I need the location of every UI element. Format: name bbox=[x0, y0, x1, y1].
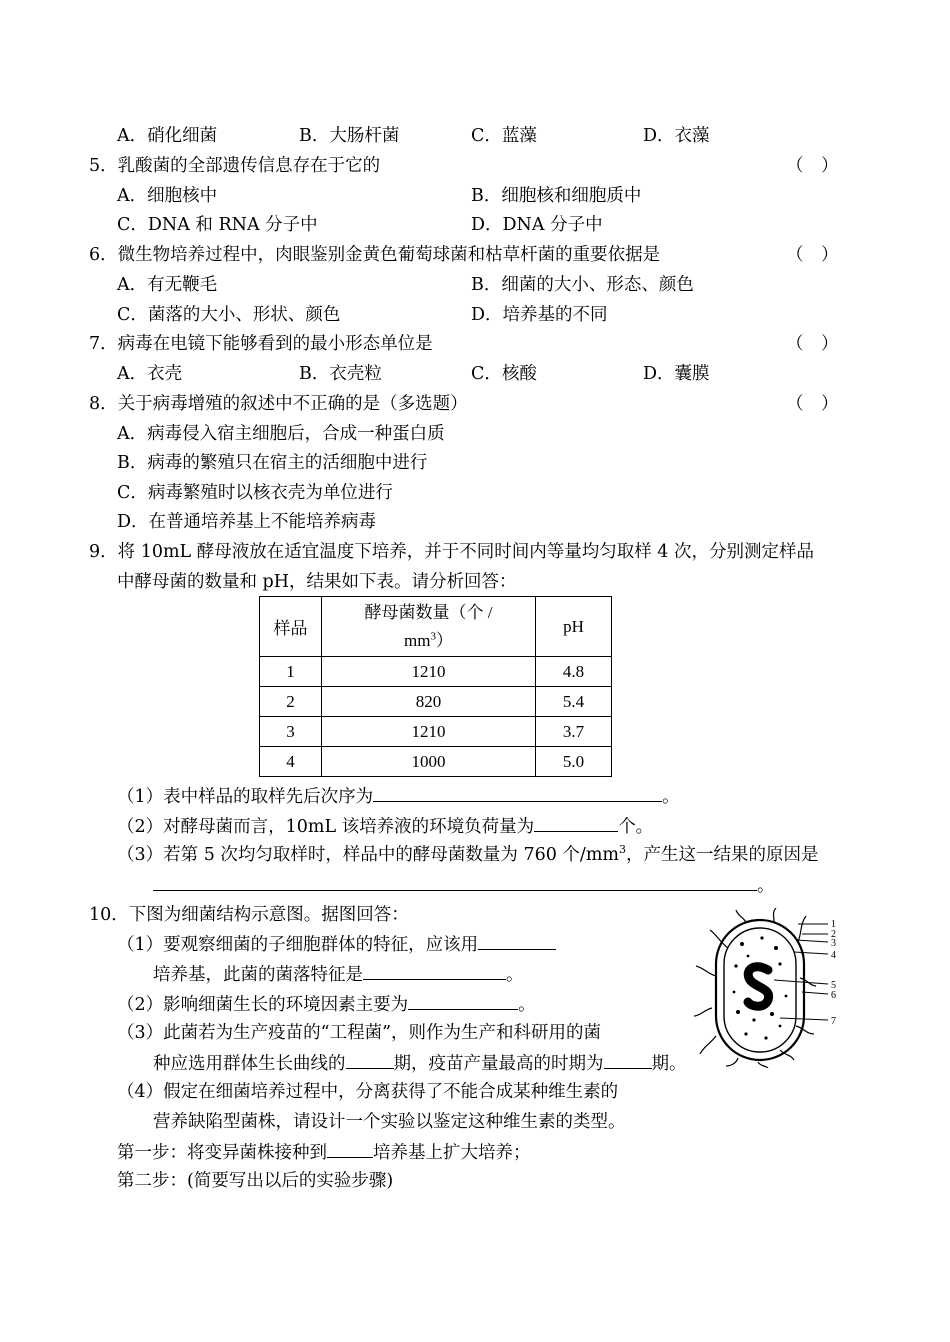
q10-sub4-line2: 营养缺陷型菌株，请设计一个实验以鉴定这种维生素的类型。 bbox=[153, 1112, 626, 1132]
q6-answer-paren: （ ） bbox=[786, 245, 839, 265]
q5-option-d: D．DNA 分子中 bbox=[471, 215, 603, 235]
q10-step1: 第一步：将变异菌株接种到 培养基上扩大培养； bbox=[117, 1140, 531, 1165]
q4-option-d: D．衣藻 bbox=[643, 126, 710, 146]
answer-blank[interactable] bbox=[604, 1051, 652, 1069]
answer-blank[interactable] bbox=[373, 784, 662, 802]
bacterium-structure-diagram bbox=[676, 908, 846, 1068]
q8-stem: 8．关于病毒增殖的叙述中不正确的是（多选题） bbox=[89, 394, 468, 414]
q10-sub3-line1: （3）此菌若为生产疫苗的“工程菌”，则作为生产和科研用的菌 bbox=[117, 1023, 602, 1043]
cell-ph: 4.8 bbox=[536, 657, 612, 687]
answer-blank[interactable] bbox=[327, 1140, 373, 1158]
label-1: 1 bbox=[831, 919, 836, 930]
q4-option-c: C．蓝藻 bbox=[471, 126, 537, 146]
cell-count: 1210 bbox=[322, 657, 536, 687]
q6-option-b: B．细菌的大小、形态、颜色 bbox=[471, 275, 694, 295]
q5-option-b: B．细胞核和细胞质中 bbox=[471, 186, 642, 206]
label-lines bbox=[774, 924, 828, 1020]
q10-stem: 10．下图为细菌结构示意图。据图回答： bbox=[89, 905, 409, 925]
table-header-row bbox=[260, 597, 612, 657]
q9-sub3-answer-line: 。 bbox=[153, 873, 775, 898]
answer-blank[interactable] bbox=[408, 992, 518, 1010]
q10-sub1-line2: 培养基，此菌的菌落特征是 。 bbox=[153, 962, 524, 987]
label-4: 4 bbox=[831, 950, 836, 961]
q5-option-a: A．细胞核中 bbox=[117, 186, 218, 206]
q5-stem: 5．乳酸菌的全部遗传信息存在于它的 bbox=[89, 156, 381, 176]
label-7: 7 bbox=[831, 1016, 836, 1027]
cell-ph: 5.0 bbox=[536, 747, 612, 777]
q6-option-d: D．培养基的不同 bbox=[471, 305, 608, 325]
cell-count: 820 bbox=[322, 687, 536, 717]
q9-stem-line2: 中酵母菌的数量和 pH，结果如下表。请分析回答： bbox=[117, 572, 517, 592]
q7-option-d: D．囊膜 bbox=[643, 364, 710, 384]
q7-answer-paren: （ ） bbox=[786, 334, 839, 354]
q9-stem-line1: 9．将 10mL 酵母液放在适宜温度下培养，并于不同时间内等量均匀取样 4 次，分别测定样品 bbox=[89, 542, 814, 562]
q9-sub2: （2）对酵母菌而言，10mL 该培养液的环境负荷量为 个。 bbox=[117, 814, 653, 839]
answer-blank[interactable] bbox=[478, 932, 556, 950]
table-row bbox=[260, 657, 612, 687]
q8-option-d: D．在普通培养基上不能培养病毒 bbox=[117, 512, 377, 532]
table-row bbox=[260, 687, 612, 717]
q10-sub2: （2）影响细菌生长的环境因素主要为 。 bbox=[117, 992, 536, 1017]
q9-sub3: （3）若第 5 次均匀取样时，样品中的酵母菌数量为 760 个$/mm^3$，产生这一结果的原因是 bbox=[117, 843, 819, 865]
q8-option-a: A．病毒侵入宿主细胞后，合成一种蛋白质 bbox=[117, 424, 445, 444]
yeast-data-table bbox=[259, 596, 612, 777]
table-row bbox=[260, 717, 612, 747]
nucleoid bbox=[748, 967, 769, 1007]
q10-sub4-line1: （4）假定在细菌培养过程中，分离获得了不能合成某种维生素的 bbox=[117, 1082, 619, 1102]
header-count bbox=[322, 597, 536, 657]
q9-sub1: （1）表中样品的取样先后次序为 。 bbox=[117, 784, 680, 809]
part-labels bbox=[831, 919, 836, 1027]
q7-stem: 7．病毒在电镜下能够看到的最小形态单位是 bbox=[89, 334, 433, 354]
answer-blank[interactable] bbox=[534, 814, 618, 832]
header-sample: 样品 bbox=[260, 597, 322, 657]
q4-option-b: B．大肠杆菌 bbox=[299, 126, 400, 146]
q10-step2: 第二步：(简要写出以后的实验步骤) bbox=[117, 1171, 394, 1191]
q7-option-c: C．核酸 bbox=[471, 364, 537, 384]
label-3: 3 bbox=[831, 938, 836, 949]
header-count-line1: 酵母菌数量（个 / bbox=[364, 602, 493, 622]
q6-option-a: A．有无鞭毛 bbox=[117, 275, 218, 295]
q5-option-c: C．DNA 和 RNA 分子中 bbox=[117, 215, 318, 235]
header-ph: pH bbox=[536, 597, 612, 657]
cell-ph: 3.7 bbox=[536, 717, 612, 747]
q8-option-b: B．病毒的繁殖只在宿主的活细胞中进行 bbox=[117, 453, 428, 473]
q7-option-a: A．衣壳 bbox=[117, 364, 183, 384]
q10-sub1-line1: （1）要观察细菌的子细胞群体的特征，应该用 bbox=[117, 932, 556, 957]
cell-sample: 4 bbox=[260, 747, 322, 777]
q5-answer-paren: （ ） bbox=[786, 156, 839, 176]
cell-ph: 5.4 bbox=[536, 687, 612, 717]
cell-count: 1210 bbox=[322, 717, 536, 747]
answer-blank[interactable] bbox=[346, 1051, 394, 1069]
answer-blank[interactable] bbox=[153, 873, 757, 891]
q4-option-a: A．硝化细菌 bbox=[117, 126, 218, 146]
answer-blank[interactable] bbox=[363, 962, 506, 980]
table-row bbox=[260, 747, 612, 777]
label-2: 2 bbox=[831, 929, 836, 940]
q6-stem: 6．微生物培养过程中，肉眼鉴别金黄色葡萄球菌和枯草杆菌的重要依据是 bbox=[89, 245, 661, 265]
q8-option-c: C．病毒繁殖时以核衣壳为单位进行 bbox=[117, 483, 393, 503]
label-6: 6 bbox=[831, 990, 836, 1001]
cell-sample: 2 bbox=[260, 687, 322, 717]
header-count-line2: $mm^3$） bbox=[404, 629, 453, 650]
label-5: 5 bbox=[831, 980, 836, 991]
cell-count: 1000 bbox=[322, 747, 536, 777]
cell-sample: 1 bbox=[260, 657, 322, 687]
q8-answer-paren: （ ） bbox=[786, 394, 839, 414]
q10-sub3-line2: 种应选用群体生长曲线的 期，疫苗产量最高的时期为 期。 bbox=[153, 1051, 687, 1076]
q6-option-c: C．菌落的大小、形状、颜色 bbox=[117, 305, 341, 325]
q7-option-b: B．衣壳粒 bbox=[299, 364, 382, 384]
cell-sample: 3 bbox=[260, 717, 322, 747]
